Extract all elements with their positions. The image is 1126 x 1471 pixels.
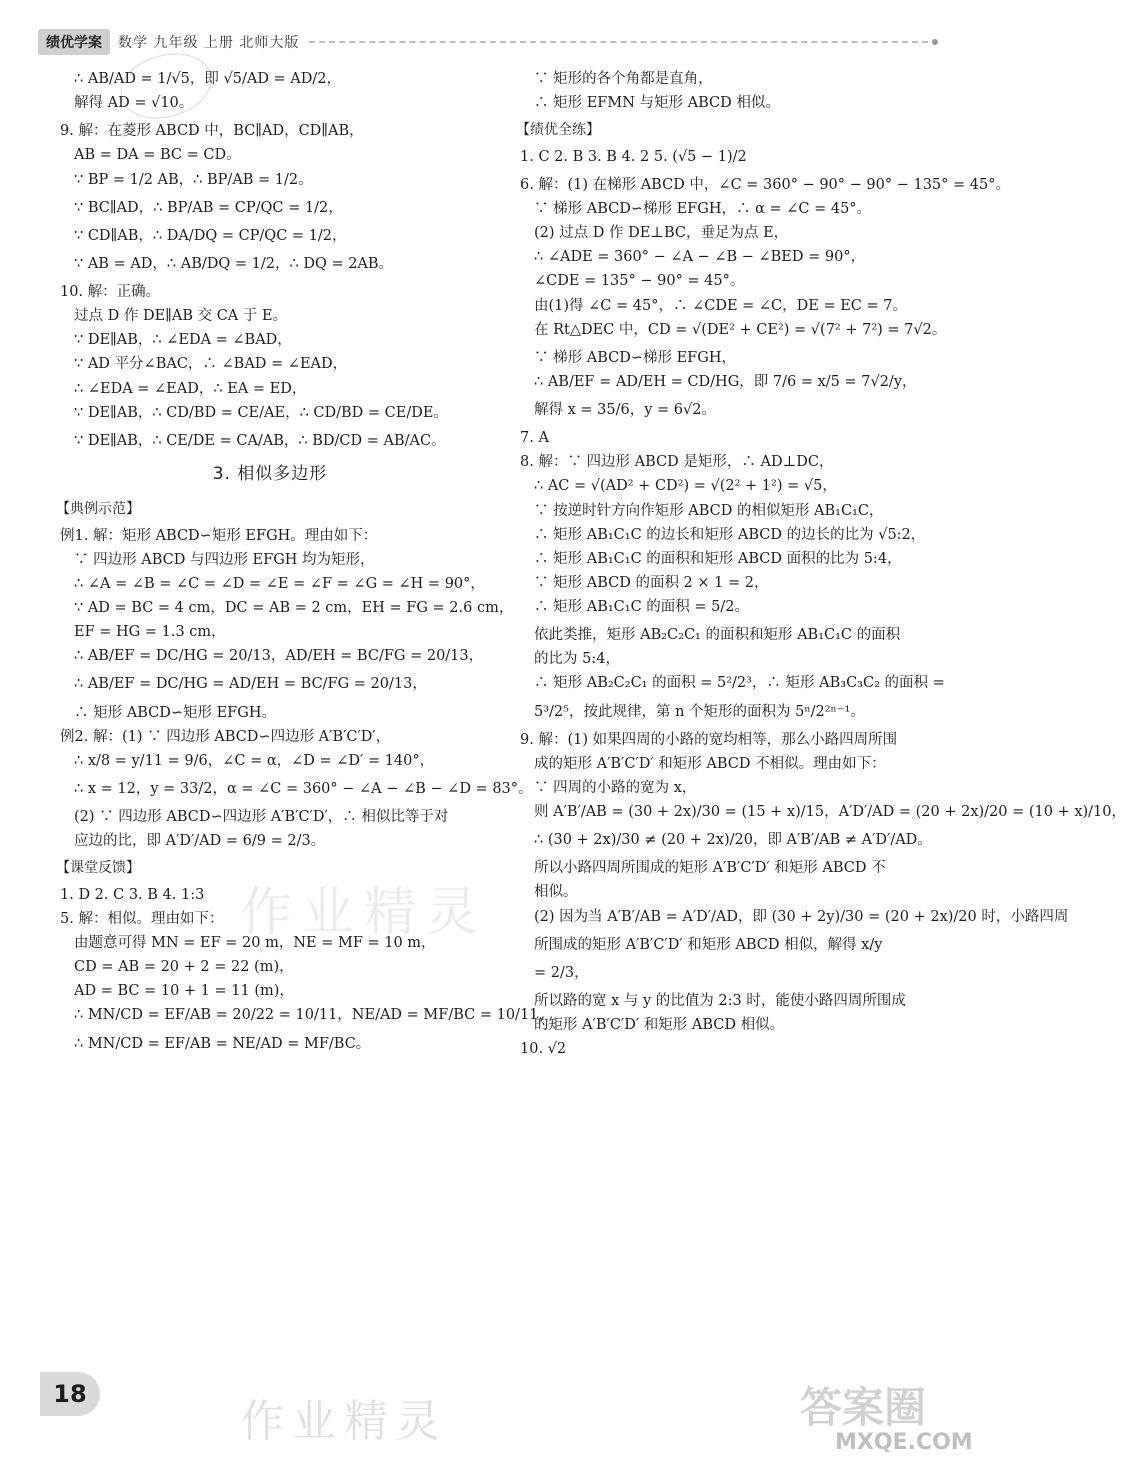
question-9: 9. 解：在菱形 ABCD 中，BC∥AD，CD∥AB，: [60, 123, 364, 140]
example-2: 例2. 解：(1) ∵ 四边形 ABCD∽四边形 A′B′C′D′，: [60, 728, 391, 745]
text-line: ∴ MN/CD = EF/AB = NE/AD = MF/BC。: [74, 1035, 371, 1052]
text-line: (2) ∵ 四边形 ABCD∽四边形 A′B′C′D′，∴ 相似比等于对: [74, 809, 449, 825]
text-line: 所围成的矩形 A′B′C′D′ 和矩形 ABCD 相似，解得 x/y: [534, 936, 883, 953]
text-line: ∠CDE = 135° − 90° = 45°。: [534, 273, 745, 290]
text-line: ∵ 矩形 ABCD 的面积 2 × 1 = 2，: [534, 574, 769, 591]
text-line: ∴ 矩形 ABCD∽矩形 EFGH。: [74, 704, 276, 721]
question-8: 8. 解：∵ 四边形 ABCD 是矩形，∴ AD⊥DC，: [520, 454, 834, 471]
watermark-text: 作业精灵: [240, 1396, 448, 1447]
text-line: 由题意可得 MN = EF = 20 m，NE = MF = 10 m，: [74, 935, 436, 951]
text-line: ∵ DE∥AB，∴ CE/DE = CA/AB，∴ BD/CD = AB/AC。: [74, 432, 446, 449]
text-line: ∴ ∠ADE = 360° − ∠A − ∠B − ∠BED = 90°，: [534, 249, 866, 266]
question-10: 10. 解：正确。: [60, 284, 161, 300]
text-line: 的矩形 A′B′C′D′ 和矩形 ABCD 相似。: [534, 1017, 785, 1033]
text-line: ∵ 按逆时针方向作矩形 ABCD 的相似矩形 AB₁C₁C，: [534, 502, 884, 519]
example-1: 例1. 解：矩形 ABCD∽矩形 EFGH。理由如下：: [60, 527, 378, 544]
text-line: ∴ 矩形 EFMN 与矩形 ABCD 相似。: [534, 95, 780, 112]
right-column: [516, 70, 1126, 1064]
text-line: ∵ 矩形的各个角都是直角，: [534, 71, 713, 87]
text-line: AD = BC = 10 + 1 = 11 (m)，: [74, 983, 294, 1000]
text-line: ∵ 梯形 ABCD∽梯形 EFGH，: [534, 349, 736, 366]
text-line: EF = HG = 1.3 cm，: [74, 624, 226, 641]
header-divider: [309, 41, 928, 43]
section-tag: 【典例示范】: [56, 501, 140, 518]
question-7: 7. A: [520, 430, 549, 447]
question-6: 6. 解：(1) 在梯形 ABCD 中，∠C = 360° − 90° − 90° − 135° = 45°。: [520, 176, 1010, 193]
text-line: 所以路的宽 x 与 y 的比值为 2:3 时，能使小路四周所围成: [534, 992, 906, 1009]
section-title: 3. 相似多边形: [212, 463, 328, 484]
text-line: ∴ AB/EF = AD/EH = CD/HG，即 7/6 = x/5 = 7√2/y，: [534, 373, 917, 390]
page-header: [38, 30, 938, 54]
page-number: 18: [40, 1372, 100, 1416]
section-tag: 【课堂反馈】: [56, 860, 140, 877]
text-line: = 2/3，: [534, 964, 589, 981]
question-5: 5. 解：相似。理由如下：: [60, 910, 224, 927]
answers-line: 1. D 2. C 3. B 4. 1:3: [60, 886, 205, 903]
text-line: (2) 过点 D 作 DE⊥BC，垂足为点 E，: [534, 225, 789, 242]
text-line: 所以小路四周所围成的矩形 A′B′C′D′ 和矩形 ABCD 不: [534, 860, 886, 877]
text-line: ∴ AB/AD = 1/√5，即 √5/AD = AD/2，: [74, 71, 342, 87]
text-line: ∴ (30 + 2x)/30 ≠ (20 + 2x)/20，即 A′B′/AB ≠ A′D′/AD。: [534, 832, 932, 849]
header-dot: [932, 39, 938, 45]
text-line: ∴ AC = √(AD² + CD²) = √(2² + 1²) = √5，: [534, 478, 837, 495]
text-line: ∴ 矩形 AB₁C₁C 的面积和矩形 ABCD 面积的比为 5:4，: [534, 550, 902, 567]
text-line: ∵ AD 平分∠BAC，∴ ∠BAD = ∠EAD，: [74, 356, 348, 373]
watermark-text: 作业精灵: [240, 883, 489, 943]
watermark-url: MXQE.COM: [835, 1430, 973, 1455]
text-line: 相似。: [534, 884, 578, 901]
text-line: 依此类推，矩形 AB₂C₂C₁ 的面积和矩形 AB₁C₁C 的面积: [534, 627, 901, 644]
watermark-logo: 答案圈: [800, 1383, 927, 1432]
text-line: 在 Rt△DEC 中，CD = √(DE² + CE²) = √(7² + 7²) = 7√2。: [534, 321, 947, 338]
brand-label: 绩优学案: [38, 29, 110, 55]
text-line: (2) 因为当 A′B′/AB = A′D′/AD，即 (30 + 2y)/30 = (20 + 2x)/20 时，小路四周: [534, 908, 1069, 925]
text-line: ∴ MN/CD = EF/AB = 20/22 = 10/11，NE/AD = MF/BC = 10/11，: [74, 1007, 553, 1024]
text-line: ∴ x/8 = y/11 = 9/6，∠C = α，∠D = ∠D′ = 140°，: [74, 752, 435, 769]
text-line: ∴ x = 12，y = 33/2，α = ∠C = 360° − ∠A − ∠B − ∠D = 83°。: [74, 780, 533, 797]
text-line: AB = DA = BC = CD。: [74, 147, 241, 164]
text-line: ∵ AD = BC = 4 cm，DC = AB = 2 cm，EH = FG = 2.6 cm，: [74, 600, 514, 616]
section-tag: 【绩优全练】: [516, 122, 600, 139]
text-line: CD = AB = 20 + 2 = 22 (m)，: [74, 959, 294, 976]
text-line: ∴ ∠A = ∠B = ∠C = ∠D = ∠E = ∠F = ∠G = ∠H = 90°，: [74, 575, 485, 592]
text-line: ∵ BP = 1/2 AB，∴ BP/AB = 1/2。: [74, 171, 313, 188]
text-line: ∵ 四边形 ABCD 与四边形 EFGH 均为矩形，: [74, 551, 375, 568]
text-line: ∵ AB = AD，∴ AB/DQ = 1/2，∴ DQ = 2AB。: [74, 255, 394, 272]
text-line: ∵ 四周的小路的宽为 x，: [534, 779, 697, 796]
text-line: 解得 AD = √10。: [74, 95, 194, 112]
text-line: ∵ 梯形 ABCD∽梯形 EFGH，∴ α = ∠C = 45°。: [534, 201, 872, 217]
text-line: ∴ 矩形 AB₁C₁C 的边长和矩形 ABCD 的边长的比为 √5:2，: [534, 526, 926, 543]
text-line: ∵ DE∥AB，∴ ∠EDA = ∠BAD，: [74, 332, 292, 349]
text-line: 的比为 5:4，: [534, 651, 620, 668]
text-line: ∵ BC∥AD，∴ BP/AB = CP/QC = 1/2，: [74, 199, 343, 216]
text-line: ∴ 矩形 AB₂C₂C₁ 的面积 = 5²/2³，∴ 矩形 AB₃C₃C₂ 的面积 =: [534, 675, 945, 692]
text-line: 则 A′B′/AB = (30 + 2x)/30 = (15 + x)/15，A′D′/AD = (20 + 2x)/20 = (10 + x)/10，: [534, 804, 1126, 820]
text-line: 应边的比，即 A′D′/AD = 6/9 = 2/3。: [74, 833, 326, 850]
text-line: ∴ AB/EF = DC/HG = AD/EH = BC/FG = 20/13，: [74, 676, 427, 693]
text-line: 解得 x = 35/6，y = 6√2。: [534, 402, 716, 418]
answers-line: 1. C 2. B 3. B 4. 2 5. (√5 − 1)/2: [520, 148, 747, 165]
text-line: ∴ AB/EF = DC/HG = 20/13，AD/EH = BC/FG = 20/13，: [74, 648, 484, 665]
text-line: ∵ DE∥AB，∴ CD/BD = CE/AE，∴ CD/BD = CE/DE。: [74, 404, 448, 421]
question-10: 10. √2: [520, 1041, 567, 1058]
text-line: ∴ ∠EDA = ∠EAD，∴ EA = ED，: [74, 380, 307, 397]
text-line: ∴ 矩形 AB₁C₁C 的面积 = 5/2。: [534, 599, 749, 615]
text-line: 由(1)得 ∠C = 45°，∴ ∠CDE = ∠C，DE = EC = 7。: [534, 297, 907, 314]
text-line: 5³/2⁵，按此规律，第 n 个矩形的面积为 5ⁿ/2²ⁿ⁻¹。: [534, 703, 865, 720]
subject-label: 数学 九年级 上册 北师大版: [118, 35, 300, 51]
question-9: 9. 解：(1) 如果四周的小路的宽均相等，那么小路四周所围: [520, 731, 898, 748]
text-line: 过点 D 作 DE∥AB 交 CA 于 E。: [74, 308, 288, 325]
text-line: ∵ CD∥AB，∴ DA/DQ = CP/QC = 1/2，: [74, 227, 347, 244]
text-line: 成的矩形 A′B′C′D′ 和矩形 ABCD 不相似。理由如下：: [534, 755, 886, 772]
